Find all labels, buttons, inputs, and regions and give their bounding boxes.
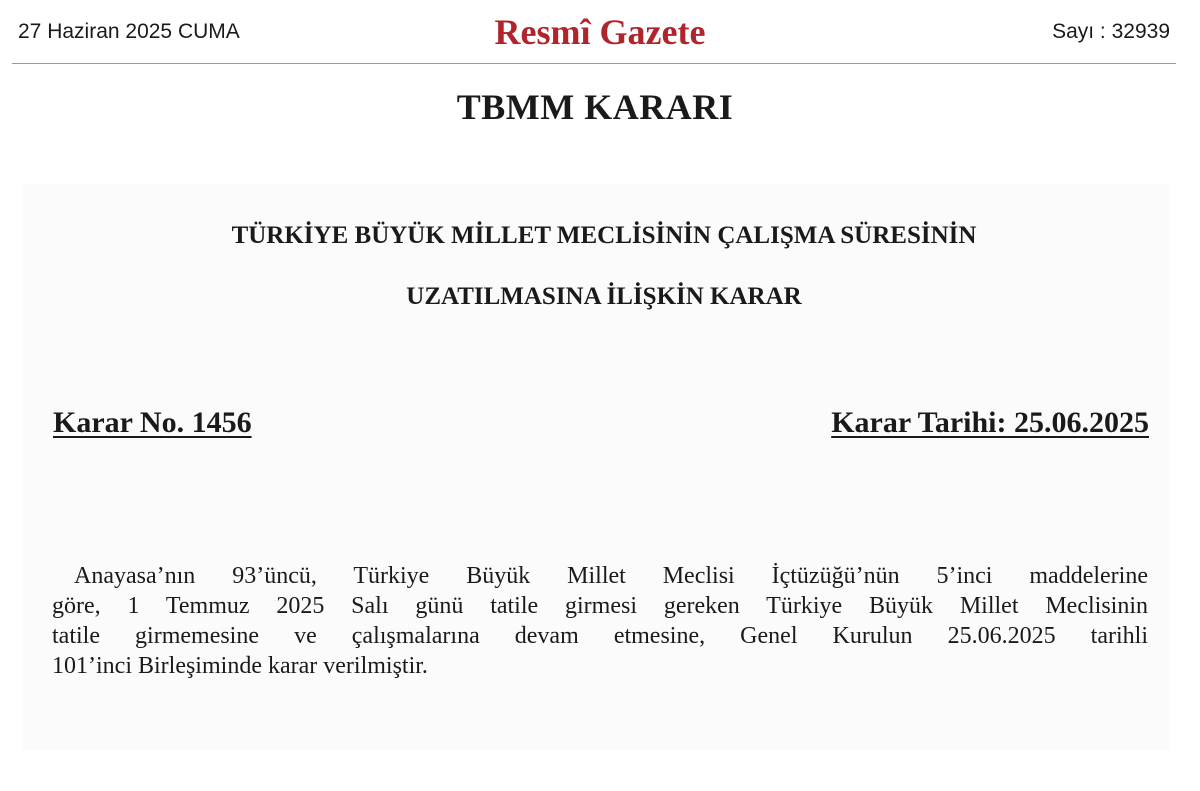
decision-title-line-1: TÜRKİYE BÜYÜK MİLLET MECLİSİNİN ÇALIŞMA SÜRESİNİN	[231, 222, 977, 249]
issue-number: Sayı : 32939	[1052, 20, 1170, 43]
decision-title-line-2: UZATILMASINA İLİŞKİN KARAR	[406, 283, 802, 310]
publication-date: 27 Haziran 2025 CUMA	[18, 20, 240, 43]
header-divider	[12, 63, 1176, 64]
gazette-title: Resmî Gazete	[494, 12, 706, 52]
body-line: tatile girmemesine ve çalışmalarına devam etmesine, Genel Kurulun 25.06.2025 tarihli	[52, 623, 1148, 649]
section-heading: TBMM KARARI	[456, 87, 734, 127]
body-line: 101’inci Birleşiminde karar verilmiştir.	[52, 653, 428, 679]
gazette-header	[0, 0, 1200, 64]
body-line: Anayasa’nın 93’üncü, Türkiye Büyük Millet Meclisi İçtüzüğü’nün 5’inci maddelerine	[74, 563, 1148, 589]
decision-number: Karar No. 1456	[53, 406, 252, 439]
body-line: göre, 1 Temmuz 2025 Salı günü tatile girmesi gereken Türkiye Büyük Millet Meclisinin	[52, 593, 1148, 619]
decision-date: Karar Tarihi: 25.06.2025	[831, 406, 1149, 439]
decision-body	[52, 561, 1148, 681]
